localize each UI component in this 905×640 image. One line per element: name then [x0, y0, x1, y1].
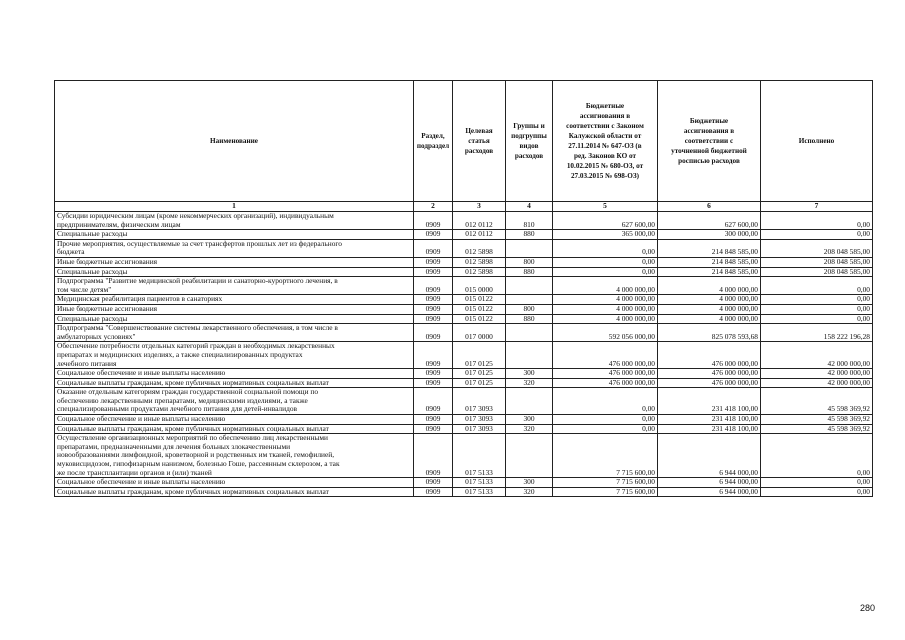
cell-executed-amount: 45 598 369,92 [761, 415, 873, 425]
cell-name: Подпрограмма "Совершенствование системы лекарственного обеспечения, в том числе в амбулаторных условиях" [55, 324, 414, 342]
cell-law-amount: 4 000 000,00 [553, 295, 658, 305]
cell-target: 015 0122 [453, 314, 506, 324]
cell-target: 017 5133 [453, 478, 506, 488]
cell-group: 880 [506, 230, 553, 240]
cell-name: Социальные выплаты гражданам, кроме публичных нормативных социальных выплат [55, 424, 414, 434]
cell-name: Медицинская реабилитация пациентов в санаториях [55, 295, 414, 305]
cell-executed-amount: 0,00 [761, 295, 873, 305]
column-number: 1 [55, 202, 414, 212]
column-number: 4 [506, 202, 553, 212]
cell-target: 012 5898 [453, 257, 506, 267]
cell-law-amount: 7 715 600,00 [553, 434, 658, 478]
cell-group: 300 [506, 415, 553, 425]
column-number: 5 [553, 202, 658, 212]
cell-law-amount: 0,00 [553, 415, 658, 425]
table-row [55, 314, 873, 324]
cell-section: 0909 [414, 212, 453, 230]
table-row [55, 295, 873, 305]
cell-group: 320 [506, 378, 553, 388]
cell-group: 800 [506, 304, 553, 314]
header-target: Целевая статья расходов [453, 81, 506, 202]
cell-refined-amount: 476 000 000,00 [658, 342, 761, 369]
cell-group: 300 [506, 478, 553, 488]
column-number: 3 [453, 202, 506, 212]
column-number: 6 [658, 202, 761, 212]
cell-refined-amount: 476 000 000,00 [658, 378, 761, 388]
cell-law-amount: 0,00 [553, 257, 658, 267]
cell-name: Иные бюджетные ассигнования [55, 304, 414, 314]
cell-name: Оказание отдельным категориям граждан государственной социальной помощи по обеспечению лекарственными препаратами, медицинскими изделиями, а также специализированными продуктами лечебного питания для детей-инвалидов [55, 388, 414, 415]
cell-law-amount: 592 056 000,00 [553, 324, 658, 342]
cell-section: 0909 [414, 487, 453, 497]
cell-target: 012 0112 [453, 230, 506, 240]
cell-executed-amount: 208 048 585,00 [761, 239, 873, 257]
cell-section: 0909 [414, 415, 453, 425]
cell-refined-amount: 6 944 000,00 [658, 478, 761, 488]
cell-group: 320 [506, 487, 553, 497]
cell-target: 015 0000 [453, 277, 506, 295]
cell-law-amount: 0,00 [553, 267, 658, 277]
cell-name: Специальные расходы [55, 314, 414, 324]
table-row [55, 415, 873, 425]
cell-section: 0909 [414, 295, 453, 305]
cell-group: 880 [506, 267, 553, 277]
cell-group [506, 342, 553, 369]
cell-executed-amount: 208 048 585,00 [761, 267, 873, 277]
cell-section: 0909 [414, 230, 453, 240]
table-row [55, 369, 873, 379]
cell-executed-amount: 45 598 369,92 [761, 424, 873, 434]
cell-refined-amount: 214 848 585,00 [658, 239, 761, 257]
cell-refined-amount: 6 944 000,00 [658, 487, 761, 497]
cell-law-amount: 7 715 600,00 [553, 487, 658, 497]
header-refined: Бюджетные ассигнования в соответствии с уточненной бюджетной росписью расходов [658, 81, 761, 202]
cell-executed-amount: 42 000 000,00 [761, 369, 873, 379]
header-executed: Исполнено [761, 81, 873, 202]
cell-name: Иные бюджетные ассигнования [55, 257, 414, 267]
cell-name: Социальное обеспечение и иные выплаты населению [55, 415, 414, 425]
cell-law-amount: 476 000 000,00 [553, 369, 658, 379]
cell-section: 0909 [414, 314, 453, 324]
cell-refined-amount: 231 418 100,00 [658, 415, 761, 425]
cell-refined-amount: 231 418 100,00 [658, 424, 761, 434]
cell-name: Специальные расходы [55, 267, 414, 277]
cell-executed-amount: 0,00 [761, 478, 873, 488]
cell-target: 012 5898 [453, 267, 506, 277]
table-row [55, 277, 873, 295]
cell-executed-amount: 158 222 196,28 [761, 324, 873, 342]
table-row [55, 424, 873, 434]
cell-name: Социальное обеспечение и иные выплаты населению [55, 478, 414, 488]
cell-target: 017 5133 [453, 434, 506, 478]
table-row [55, 230, 873, 240]
cell-executed-amount: 0,00 [761, 314, 873, 324]
cell-executed-amount: 0,00 [761, 434, 873, 478]
cell-executed-amount: 0,00 [761, 304, 873, 314]
cell-target: 012 5898 [453, 239, 506, 257]
cell-law-amount: 0,00 [553, 239, 658, 257]
cell-target: 017 5133 [453, 487, 506, 497]
cell-name: Специальные расходы [55, 230, 414, 240]
table-row [55, 342, 873, 369]
cell-section: 0909 [414, 257, 453, 267]
cell-executed-amount: 0,00 [761, 212, 873, 230]
cell-group [506, 434, 553, 478]
cell-section: 0909 [414, 239, 453, 257]
cell-section: 0909 [414, 304, 453, 314]
cell-group: 880 [506, 314, 553, 324]
cell-executed-amount: 42 000 000,00 [761, 342, 873, 369]
cell-law-amount: 0,00 [553, 424, 658, 434]
cell-law-amount: 0,00 [553, 388, 658, 415]
cell-law-amount: 627 600,00 [553, 212, 658, 230]
cell-refined-amount: 627 600,00 [658, 212, 761, 230]
table-row [55, 478, 873, 488]
cell-refined-amount: 4 000 000,00 [658, 295, 761, 305]
cell-section: 0909 [414, 324, 453, 342]
cell-law-amount: 7 715 600,00 [553, 478, 658, 488]
cell-section: 0909 [414, 378, 453, 388]
cell-law-amount: 365 000,00 [553, 230, 658, 240]
cell-law-amount: 4 000 000,00 [553, 314, 658, 324]
cell-target: 017 3093 [453, 388, 506, 415]
header-group: Группы и подгруппы видов расходов [506, 81, 553, 202]
cell-name: Осуществление организационных мероприятий по обеспечению лиц лекарственными препаратами, предназначенными для лечения больных злокачественными новообразованиями лимфоидной, кроветворной и родственных им тканей, гемофилией, муковисцидозом, гипофизарным нанизмом, болезнью Гоше, рассеянным склерозом, а так же после трансплантации органов и (или) тканей [55, 434, 414, 478]
table-row [55, 267, 873, 277]
header-name: Наименование [55, 81, 414, 202]
cell-section: 0909 [414, 342, 453, 369]
cell-executed-amount: 0,00 [761, 487, 873, 497]
header-section: Раздел, подраздел [414, 81, 453, 202]
cell-target: 012 0112 [453, 212, 506, 230]
page-number: 280 [860, 603, 876, 613]
cell-target: 015 0122 [453, 304, 506, 314]
cell-group: 300 [506, 369, 553, 379]
cell-law-amount: 476 000 000,00 [553, 378, 658, 388]
cell-refined-amount: 4 000 000,00 [658, 314, 761, 324]
cell-section: 0909 [414, 369, 453, 379]
cell-refined-amount: 825 078 593,68 [658, 324, 761, 342]
cell-target: 015 0122 [453, 295, 506, 305]
cell-executed-amount: 0,00 [761, 277, 873, 295]
cell-name: Прочие мероприятия, осуществляемые за счет трансфертов прошлых лет из федерального бюджета [55, 239, 414, 257]
cell-law-amount: 476 000 000,00 [553, 342, 658, 369]
cell-section: 0909 [414, 478, 453, 488]
cell-group [506, 277, 553, 295]
header-row [55, 81, 873, 202]
cell-group [506, 295, 553, 305]
table-row [55, 212, 873, 230]
table-row [55, 257, 873, 267]
cell-section: 0909 [414, 388, 453, 415]
cell-refined-amount: 6 944 000,00 [658, 434, 761, 478]
cell-refined-amount: 214 848 585,00 [658, 257, 761, 267]
cell-name: Социальные выплаты гражданам, кроме публичных нормативных социальных выплат [55, 378, 414, 388]
cell-refined-amount: 476 000 000,00 [658, 369, 761, 379]
cell-group: 810 [506, 212, 553, 230]
cell-group [506, 388, 553, 415]
cell-refined-amount: 214 848 585,00 [658, 267, 761, 277]
table-row [55, 487, 873, 497]
table-row [55, 378, 873, 388]
cell-executed-amount: 42 000 000,00 [761, 378, 873, 388]
cell-section: 0909 [414, 277, 453, 295]
cell-name: Обеспечение потребности отдельных категорий граждан в необходимых лекарственных препаратах и медицинских изделиях, а также специализированных продуктах лечебного питания [55, 342, 414, 369]
column-number: 2 [414, 202, 453, 212]
cell-law-amount: 4 000 000,00 [553, 304, 658, 314]
cell-name: Социальное обеспечение и иные выплаты населению [55, 369, 414, 379]
cell-executed-amount: 208 048 585,00 [761, 257, 873, 267]
cell-target: 017 0125 [453, 342, 506, 369]
cell-executed-amount: 0,00 [761, 230, 873, 240]
cell-refined-amount: 4 000 000,00 [658, 277, 761, 295]
table-row [55, 388, 873, 415]
cell-group [506, 324, 553, 342]
cell-target: 017 3093 [453, 415, 506, 425]
column-number-row [55, 202, 873, 212]
cell-executed-amount: 45 598 369,92 [761, 388, 873, 415]
cell-target: 017 0000 [453, 324, 506, 342]
cell-section: 0909 [414, 267, 453, 277]
cell-target: 017 0125 [453, 369, 506, 379]
cell-target: 017 0125 [453, 378, 506, 388]
cell-law-amount: 4 000 000,00 [553, 277, 658, 295]
table-row [55, 324, 873, 342]
cell-target: 017 3093 [453, 424, 506, 434]
table-row [55, 239, 873, 257]
cell-group [506, 239, 553, 257]
table-row [55, 304, 873, 314]
cell-refined-amount: 231 418 100,00 [658, 388, 761, 415]
cell-group: 800 [506, 257, 553, 267]
cell-name: Подпрограмма "Развитие медицинской реабилитации и санаторно-курортного лечения, в том числе детям" [55, 277, 414, 295]
table-row [55, 434, 873, 478]
cell-name: Субсидии юридическим лицам (кроме некоммерческих организаций), индивидуальным предпринимателям, физическим лицам [55, 212, 414, 230]
cell-section: 0909 [414, 434, 453, 478]
cell-refined-amount: 300 000,00 [658, 230, 761, 240]
cell-refined-amount: 4 000 000,00 [658, 304, 761, 314]
budget-table [54, 80, 873, 497]
cell-section: 0909 [414, 424, 453, 434]
cell-group: 320 [506, 424, 553, 434]
column-number: 7 [761, 202, 873, 212]
header-law: Бюджетные ассигнования в соответствии с Законом Калужской области от 27.11.2014 № 647-ОЗ (в ред. Законов КО от 10.02.2015 № 680-ОЗ, от 27.03.2015 № 698-ОЗ) [553, 81, 658, 202]
cell-name: Социальные выплаты гражданам, кроме публичных нормативных социальных выплат [55, 487, 414, 497]
